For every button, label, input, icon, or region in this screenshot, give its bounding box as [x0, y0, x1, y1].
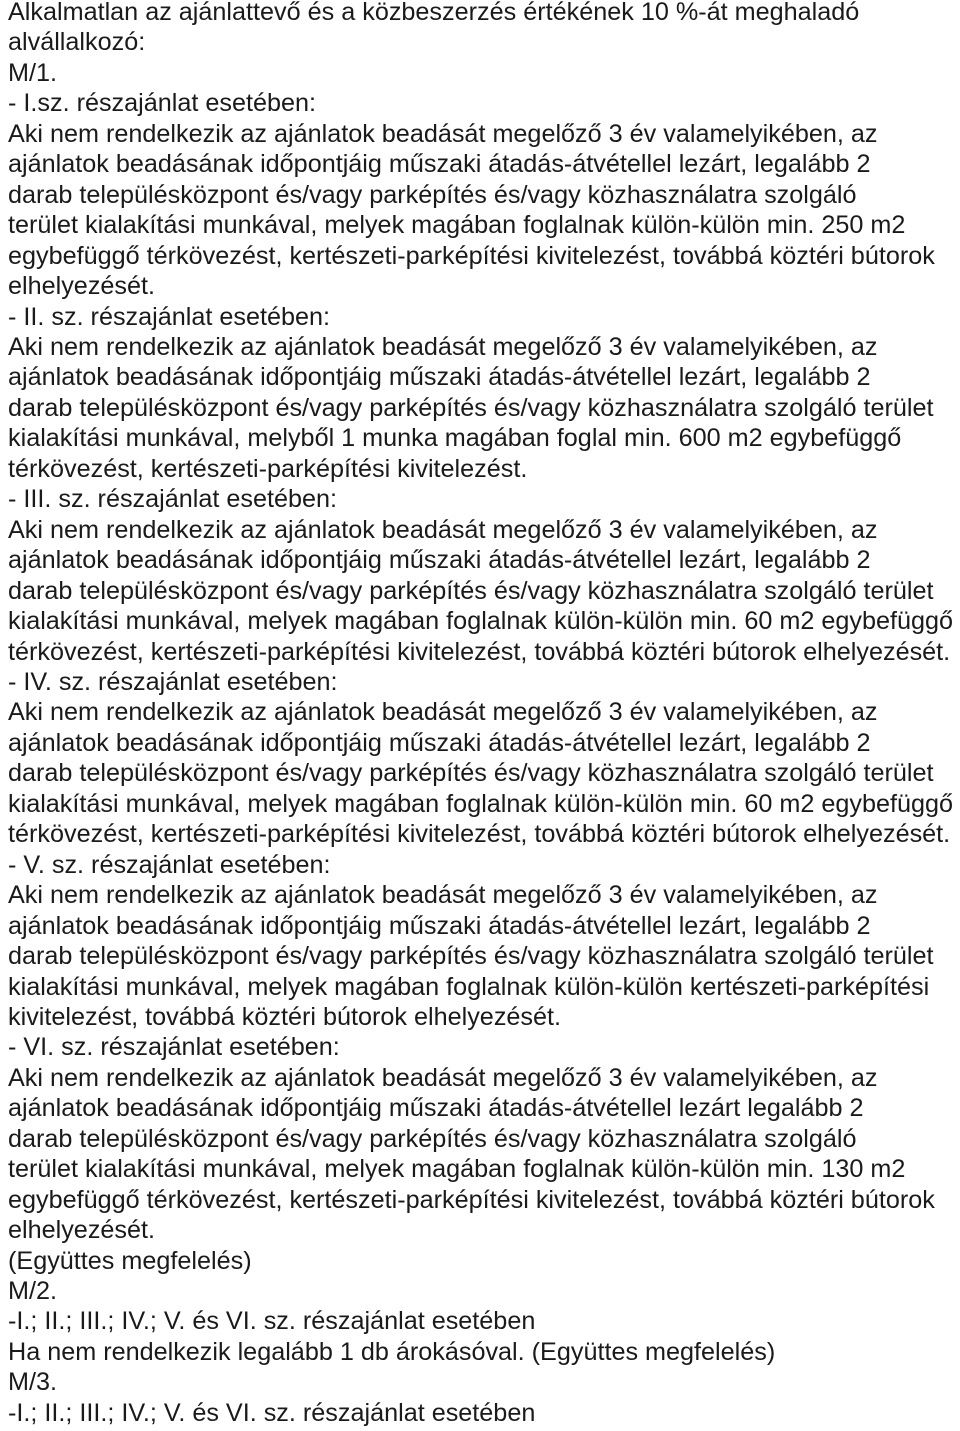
requirement-text: kialakítási munkával, melyek magában foglalnak külön-külön min. 60 m2 egybefüggő: [8, 607, 954, 636]
requirement-text: Aki nem rendelkezik az ajánlatok beadását megelőző 3 év valamelyikében, az: [8, 515, 878, 544]
requirement-text: darab településközpont és/vagy parképítés és/vagy közhasználatra szolgáló terület: [8, 759, 934, 788]
lot-heading: - III. sz. részajánlat esetében:: [8, 485, 337, 514]
requirement-text: kialakítási munkával, melyek magában foglalnak külön-külön min. 60 m2 egybefüggő: [8, 789, 954, 818]
criterion-code: M/1.: [8, 58, 57, 87]
criterion-code: M/3.: [8, 1368, 57, 1397]
requirement-text: darab településközpont és/vagy parképítés és/vagy közhasználatra szolgáló: [8, 1124, 857, 1153]
lot-heading: - II. sz. részajánlat esetében:: [8, 302, 331, 331]
criterion-code: M/2.: [8, 1277, 57, 1306]
requirement-text: Aki nem rendelkezik az ajánlatok beadását megelőző 3 év valamelyikében, az: [8, 332, 878, 361]
requirement-text: kialakítási munkával, melyből 1 munka magában foglal min. 600 m2 egybefüggő: [8, 424, 902, 453]
requirement-text: ajánlatok beadásának időpontjáig műszaki átadás-átvétellel lezárt, legalább 2: [8, 911, 871, 940]
lot-heading: - IV. sz. részajánlat esetében:: [8, 667, 338, 696]
requirement-text: egybefüggő térkövezést, kertészeti-parképítési kivitelezést, továbbá köztéri bútorok: [8, 241, 935, 270]
requirement-text: ajánlatok beadásának időpontjáig műszaki átadás-átvétellel lezárt, legalább 2: [8, 728, 871, 757]
intro: [8, 0, 960, 58]
lot-ii-section: [8, 302, 960, 485]
requirement-text: darab településközpont és/vagy parképítés és/vagy közhasználatra szolgáló terület: [8, 393, 934, 422]
requirement-text: darab településközpont és/vagy parképítés és/vagy közhasználatra szolgáló terület: [8, 576, 934, 605]
lot-iv-section: [8, 667, 960, 850]
criterion-m2: [8, 1276, 960, 1367]
requirement-text: térkövezést, kertészeti-parképítési kivitelezést, továbbá köztéri bútorok elhelyezését.: [8, 820, 951, 849]
requirement-text: térkövezést, kertészeti-parképítési kivitelezést.: [8, 454, 528, 483]
requirement-text: Aki nem rendelkezik az ajánlatok beadását megelőző 3 év valamelyikében, az: [8, 1063, 878, 1092]
lot-heading: - V. sz. részajánlat esetében:: [8, 850, 331, 879]
requirement-text: térkövezést, kertészeti-parképítési kivitelezést, továbbá köztéri bútorok elhelyezését.: [8, 637, 951, 666]
requirement-text: Aki nem rendelkezik az ajánlatok beadását megelőző 3 év valamelyikében, az: [8, 698, 878, 727]
requirement-text: darab településközpont és/vagy parképítés és/vagy közhasználatra szolgáló: [8, 180, 857, 209]
lot-heading: - I.sz. részajánlat esetében:: [8, 89, 317, 118]
lot-heading: - VI. sz. részajánlat esetében:: [8, 1033, 340, 1062]
requirement-text: kivitelezést, továbbá köztéri bútorok elhelyezését.: [8, 1002, 562, 1031]
requirement-text: ajánlatok beadásának időpontjáig műszaki átadás-átvétellel lezárt, legalább 2: [8, 546, 871, 575]
lot-v-section: [8, 850, 960, 1033]
requirement-text: darab településközpont és/vagy parképítés és/vagy közhasználatra szolgáló terület: [8, 942, 934, 971]
requirement-text: terület kialakítási munkával, melyek magában foglalnak külön-külön min. 250 m2: [8, 211, 906, 240]
intro-text: alvállalkozó:: [8, 28, 146, 57]
intro-text: Alkalmatlan az ajánlattevő és a közbeszerzés értékének 10 %-át meghaladó: [8, 0, 860, 26]
lot-heading: -I.; II.; III.; IV.; V. és VI. sz. részajánlat esetében: [8, 1398, 536, 1427]
requirement-text: elhelyezését.: [8, 1216, 156, 1245]
requirement-text: Aki nem rendelkezik az ajánlatok beadását megelőző 3 év valamelyikében, az: [8, 881, 878, 910]
requirement-text: terület kialakítási munkával, melyek magában foglalnak külön-külön min. 130 m2: [8, 1155, 906, 1184]
joint-compliance-note: (Együttes megfelelés): [8, 1246, 252, 1275]
requirement-text: Ha nem rendelkezik legalább 1 db árokásóval. (Együttes megfelelés): [8, 1337, 776, 1366]
requirement-text: kialakítási munkával, melyek magában foglalnak külön-külön kertészeti-parképítési: [8, 972, 930, 1001]
requirement-text: egybefüggő térkövezést, kertészeti-parképítési kivitelezést, továbbá köztéri bútorok: [8, 1185, 935, 1214]
lot-i-section: [8, 88, 960, 301]
requirement-text: ajánlatok beadásának időpontjáig műszaki átadás-átvétellel lezárt, legalább 2: [8, 150, 871, 179]
criterion-m3: [8, 1367, 960, 1428]
lot-iii-section: [8, 484, 960, 667]
criterion-m1: [8, 58, 960, 1276]
lot-vi-section: [8, 1032, 960, 1245]
requirement-text: elhelyezését.: [8, 272, 156, 301]
lot-heading: -I.; II.; III.; IV.; V. és VI. sz. részajánlat esetében: [8, 1307, 536, 1336]
requirement-text: Aki nem rendelkezik az ajánlatok beadását megelőző 3 év valamelyikében, az: [8, 119, 878, 148]
requirement-text: ajánlatok beadásának időpontjáig műszaki átadás-átvétellel lezárt legalább 2: [8, 1094, 864, 1123]
requirement-text: ajánlatok beadásának időpontjáig műszaki átadás-átvétellel lezárt, legalább 2: [8, 363, 871, 392]
